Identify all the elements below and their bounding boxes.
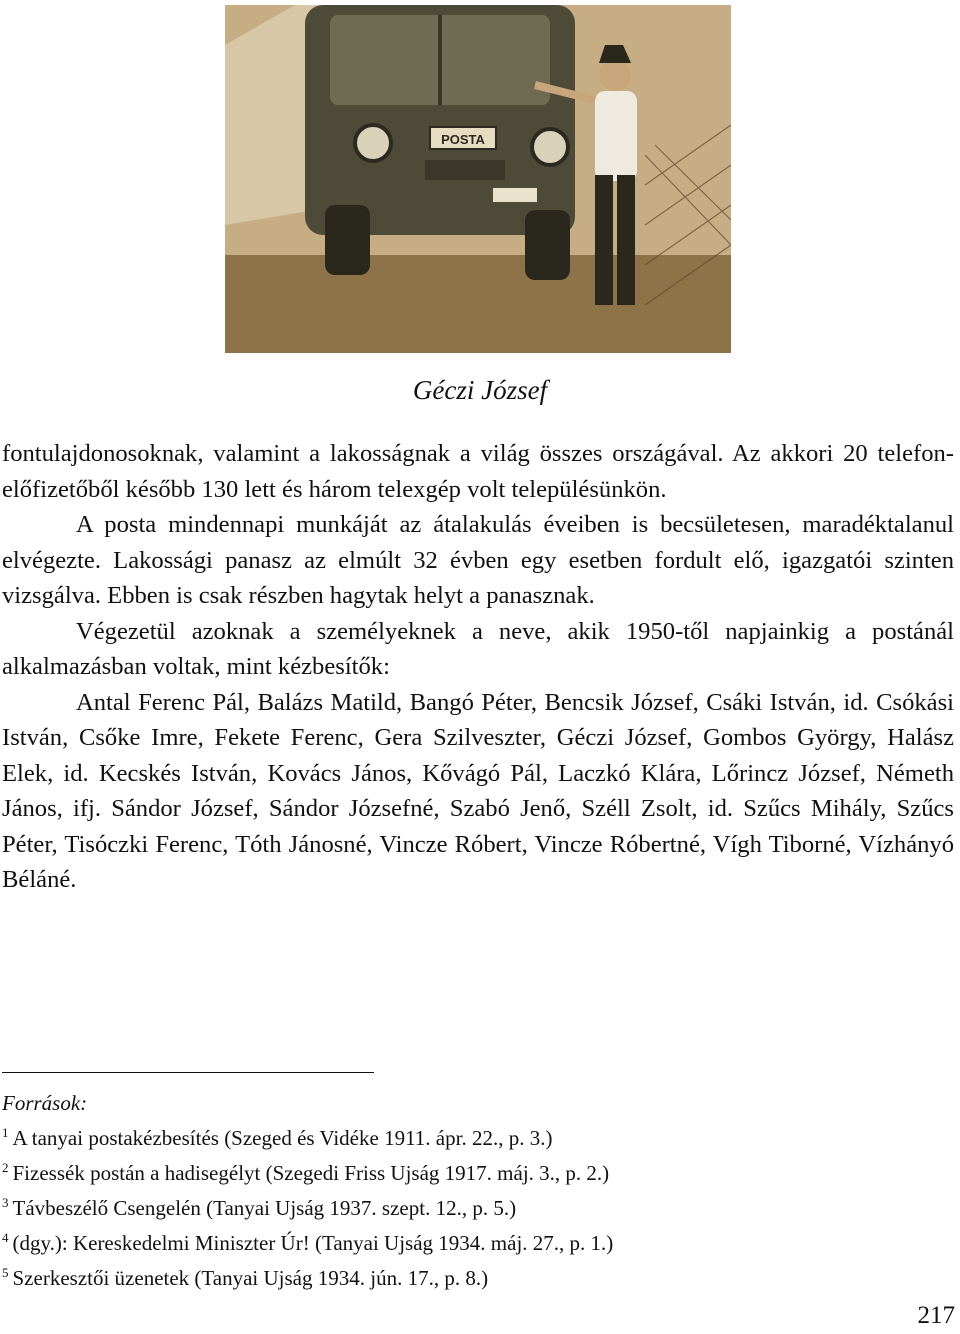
source-note bbox=[2, 1118, 942, 1153]
note-number: 4 bbox=[2, 1230, 9, 1245]
source-note bbox=[2, 1258, 942, 1293]
source-note bbox=[2, 1223, 942, 1258]
note-text: Távbeszélő Csengelén (Tanyai Ujság 1937. szept. 12., p. 5.) bbox=[12, 1196, 517, 1220]
note-number: 3 bbox=[2, 1195, 9, 1210]
footnote-rule bbox=[2, 1072, 374, 1073]
van-plate-text: POSTA bbox=[441, 132, 485, 147]
note-number: 1 bbox=[2, 1125, 9, 1140]
body-text bbox=[2, 436, 954, 898]
photo-illustration bbox=[225, 5, 731, 353]
page-number: 217 bbox=[917, 1302, 955, 1329]
note-text: (dgy.): Kereskedelmi Miniszter Úr! (Tanyai Ujság 1934. máj. 27., p. 1.) bbox=[12, 1231, 614, 1255]
photo-caption bbox=[0, 375, 960, 406]
photo-posta-van bbox=[225, 5, 731, 353]
caption-text: Géczi József bbox=[412, 375, 548, 405]
note-text: A tanyai postakézbesítés (Szeged és Vidéke 1911. ápr. 22., p. 3.) bbox=[12, 1126, 553, 1150]
note-text: Szerkesztői üzenetek (Tanyai Ujság 1934. jún. 17., p. 8.) bbox=[12, 1266, 489, 1290]
source-note bbox=[2, 1188, 942, 1223]
paragraph-1: fontulajdonosoknak, valamint a lakosságnak a világ összes országával. Az akkori 20 telefon-előfizetőből később 130 lett és három telexgép volt településünkön. bbox=[2, 440, 954, 503]
paragraph-2: A posta mindennapi munkáját az átalakulás éveiben is becsületesen, maradéktalanul elvégezte. Lakossági panasz az elmúlt 32 évben egy esetben fordult elő, igazgatói szinten vizsgálva. Ebben is csak részben hagytak helyt a panasznak. bbox=[2, 511, 954, 609]
source-note bbox=[2, 1153, 942, 1188]
note-text: Fizessék postán a hadisegélyt (Szegedi Friss Ujság 1917. máj. 3., p. 2.) bbox=[12, 1161, 610, 1185]
note-number: 2 bbox=[2, 1160, 9, 1175]
sources-heading: Források: bbox=[2, 1091, 88, 1115]
paragraph-4: Antal Ferenc Pál, Balázs Matild, Bangó Péter, Bencsik József, Csáki István, id. Csókási István, Csőke Imre, Fekete Ferenc, Gera Szilveszter, Géczi József, Gombos György, Halász Elek, id. Kecskés István, Kovács János, Kővágó Pál, Laczkó Klára, Lőrincz József, Németh János, ifj. Sándor József, Sándor Józsefné, Szabó Jenő, Széll Zsolt, id. Szűcs Mihály, Szűcs Péter, Tisóczki Ferenc, Tóth Jánosné, Vincze Róbert, Vincze Róbertné, Vígh Tiborné, Vízhányó Béláné. bbox=[2, 688, 954, 893]
paragraph-3: Végezetül azoknak a személyeknek a neve, akik 1950-től napjainkig a postánál alkalmazásban voltak, mint kézbesítők: bbox=[2, 617, 954, 680]
note-number: 5 bbox=[2, 1265, 9, 1280]
sources-list bbox=[2, 1088, 942, 1293]
